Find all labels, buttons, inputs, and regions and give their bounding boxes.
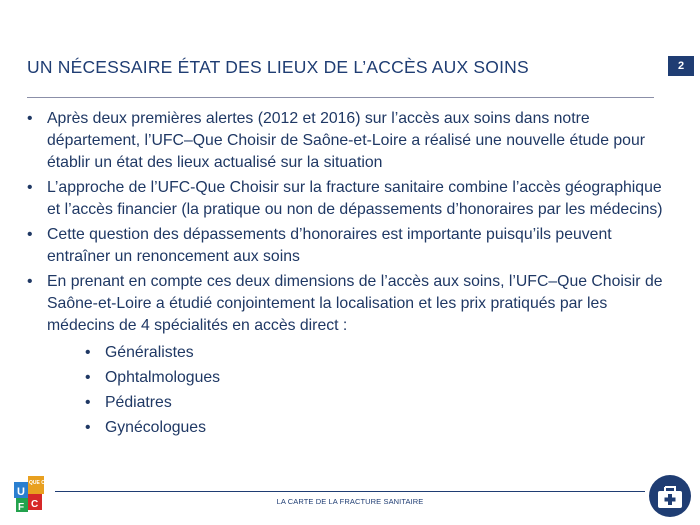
logo-letter-f: F [18,502,25,513]
bullet-list [27,108,667,337]
logo-letter-c: C [31,499,39,510]
ufc-que-choisir-logo [12,468,63,514]
bullet-item: • Cette question des dépassements d’honoraires est importante puisqu’ils peuvent entraîner un renoncement aux soins [27,224,667,268]
bullet-item-text: En prenant en compte ces deux dimensions de l’accès aux soins, l’UFC–Que Choisir de Saône-et-Loire a étudié conjointement la localisation et les prix pratiqués par les médecins de 4 spécialités en accès direct : [47,273,663,334]
specialty-item: • Gynécologues [27,415,667,440]
logo-wordmark: QUE CHOISIR [29,480,63,486]
bullet-item: • Après deux premières alertes (2012 et 2016) sur l’accès aux soins dans notre département, l’UFC–Que Choisir de Saône-et-Loire a réalisé une nouvelle étude pour établir un état des lieux actualisé sur la situation [27,108,667,174]
logo-letter-u: U [17,486,25,498]
bullet-item [27,271,667,337]
medical-kit-icon [648,474,692,518]
bullet-item: • L’approche de l’UFC-Que Choisir sur la fracture sanitaire combine l’accès géographique et l’accès financier (la pratique ou non de dépassements d’honoraires par les médecins) [27,177,667,221]
footer-caption: LA CARTE DE LA FRACTURE SANITAIRE [276,497,424,506]
slide-content [27,108,667,440]
specialty-item: • Ophtalmologues [27,365,667,390]
specialty-list [27,340,667,440]
specialty-item: • Généralistes [27,340,667,365]
specialty-item: • Pédiatres [27,390,667,415]
slide-title: UN NÉCESSAIRE ÉTAT DES LIEUX DE L’ACCÈS AUX SOINS [27,57,529,77]
title-divider [27,97,654,98]
footer-divider [55,491,645,492]
page-number-badge: 2 [668,56,694,76]
